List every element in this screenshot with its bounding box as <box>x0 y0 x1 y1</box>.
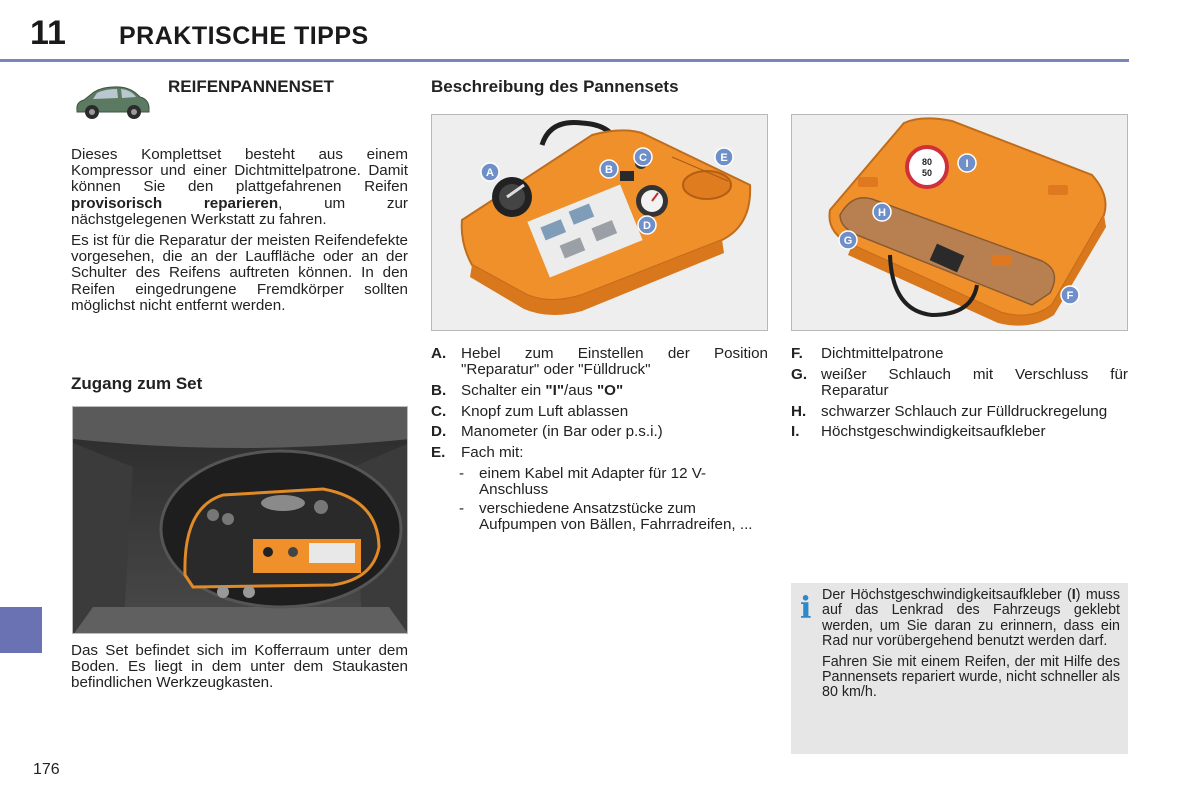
callout-g <box>839 231 857 249</box>
intro-text <box>71 147 408 319</box>
callout-c <box>634 148 652 166</box>
info-icon: i <box>800 591 812 626</box>
page-number: 176 <box>33 761 60 778</box>
list-item-h: H. schwarzer Schlauch zur Fülldruckregelung <box>791 402 1108 420</box>
callout-b <box>600 160 618 178</box>
info-paragraph-2: Fahren Sie mit einem Reifen, der mit Hilfe des Pannensets repariert wurde, nicht schneller als 80 km/h. <box>822 653 1120 701</box>
speed-sticker-50: 50 <box>921 168 933 178</box>
component-list-a-e <box>431 346 768 537</box>
intro-paragraph-2: Es ist für die Reparatur der meisten Reifendefekte vorgesehen, die an der Lauffläche oder an der Schulter des Reifens auftreten können. In den Reifen eingedrungene Fremdkörper sollten möglichst nicht entfernt werden. <box>71 232 408 314</box>
speed-sticker-80: 80 <box>921 157 933 167</box>
callout-f <box>1061 286 1079 304</box>
info-box <box>791 583 1128 754</box>
list-item-d: D. Manometer (in Bar oder p.s.i.) <box>431 423 663 441</box>
callout-d <box>638 216 656 234</box>
list-item-e: E. Fach mit: <box>431 444 524 462</box>
callout-e <box>715 148 733 166</box>
car-icon <box>72 80 152 122</box>
list-item-a: A. Hebel zum Einstellen der Position "Reparatur" oder "Fülldruck" <box>431 345 768 379</box>
svg-text:F: F <box>1066 290 1074 302</box>
kit-top-illustration <box>431 114 768 331</box>
description-heading: Beschreibung des Pannensets <box>431 77 679 96</box>
trunk-photo <box>72 406 408 634</box>
list-item-c: C. Knopf zum Luft ablassen <box>431 402 629 420</box>
header-rule <box>0 59 1129 62</box>
svg-text:B: B <box>605 164 613 176</box>
section-heading-reifenpannenset: REIFENPANNENSET <box>168 77 334 96</box>
list-item-f: F. Dichtmittelpatrone <box>791 345 944 362</box>
callout-h <box>873 203 891 221</box>
info-text <box>822 588 1120 706</box>
chapter-side-tab <box>0 607 42 653</box>
svg-text:C: C <box>639 152 647 164</box>
svg-text:H: H <box>878 207 886 219</box>
list-subitem-adapters: - verschiedene Ansatzstücke zum Aufpumpen von Bällen, Fahrradreifen, ... <box>459 500 753 534</box>
list-item-g: G. weißer Schlauch mit Verschluss für Reparatur <box>791 365 1128 399</box>
svg-text:G: G <box>843 235 853 247</box>
svg-text:A: A <box>486 167 494 179</box>
svg-text:D: D <box>643 220 651 232</box>
chapter-title: PRAKTISCHE TIPPS <box>119 22 369 50</box>
component-list-f-i <box>791 346 1128 445</box>
info-paragraph-1: Der Höchstgeschwindigkeitsaufkleber (I) muss auf das Lenkrad des Fahrzeugs geklebt werden, um Sie daran zu erinnern, dass ein Rad nur vorübergehend benutzt werden darf. <box>822 587 1120 650</box>
trunk-caption: Das Set befindet sich im Kofferraum unter dem Boden. Es liegt in dem unter dem Staukasten befindlichen Werkzeugkasten. <box>71 642 408 692</box>
chapter-number: 11 <box>30 14 66 52</box>
callout-a <box>481 163 499 181</box>
list-item-b: B. Schalter ein "I"/aus "O" <box>431 381 624 399</box>
access-heading: Zugang zum Set <box>71 374 203 393</box>
list-subitem-cable: - einem Kabel mit Adapter für 12 V-Anschluss <box>459 464 707 498</box>
svg-text:I: I <box>965 158 969 170</box>
intro-paragraph-1: Dieses Komplettset besteht aus einem Kompressor und einer Dichtmittelpatrone. Damit können Sie den plattgefahrenen Reifen provisorisch reparieren, um zur nächstgelegenen Werkstatt zu fahren. <box>71 146 408 228</box>
list-item-i: I. Höchstgeschwindigkeitsaufkleber <box>791 423 1046 441</box>
svg-text:E: E <box>720 152 728 164</box>
kit-bottom-illustration <box>791 114 1128 331</box>
callout-i <box>958 154 976 172</box>
